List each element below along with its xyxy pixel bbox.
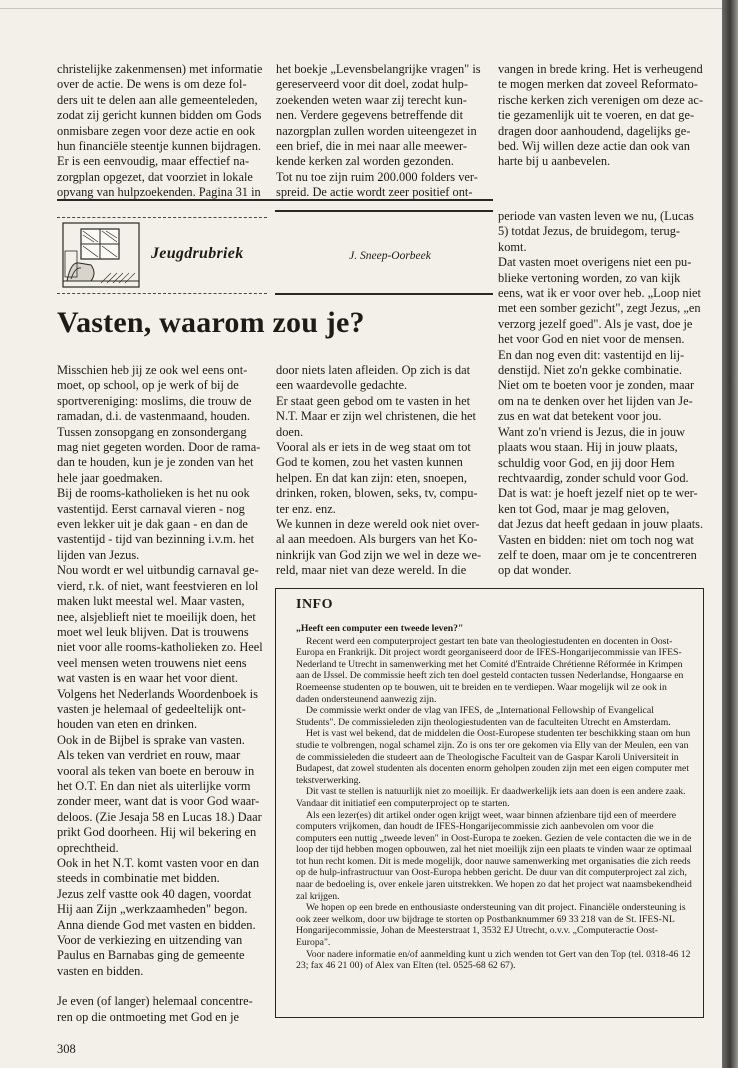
text-line: drinken, roken, blowen, seks, tv, compu-: [276, 486, 478, 501]
text-line: kende kerken zal worden gezonden.: [276, 154, 454, 169]
text-line: vierd, r.k. of niet, want feestvieren en lol: [57, 578, 259, 593]
section-divider: [57, 199, 493, 201]
text-line: Anna diende God met vasten en bidden.: [57, 917, 256, 932]
text-line: hele jaar goedmaken.: [57, 470, 163, 485]
text-line: periode van vasten leven we nu, (Lucas: [498, 209, 694, 223]
text-line: ramadan, d.i. de vastenmaand, houden.: [57, 409, 251, 424]
text-line: een waardevolle gedachte.: [276, 378, 408, 393]
text-line: Tot nu toe zijn ruim 200.000 folders ver-: [276, 169, 478, 184]
text-line: dan te houden, kun je je zonden van het: [57, 455, 254, 470]
text-line: ninkrijk van God zijn we wel in deze we-: [276, 547, 482, 562]
text-line: even lekker uit je dak gaan - en dan de: [57, 517, 248, 532]
text-line: het O.T. En dan niet als uiterlijke vorm: [57, 778, 251, 793]
text-line: vasten en bidden.: [57, 963, 144, 978]
text-line: Misschien heb jij ze ook wel eens ont-: [57, 363, 248, 377]
text-line: om na te denken over het lijden van Je-: [498, 393, 693, 408]
info-heading: INFO: [296, 597, 333, 612]
info-paragraph: Dit vast te stellen is natuurlijk niet zo moeilijk. Er daadwerkelijk iets aan doen is een andere zaak. Vandaar dit initiatief een computerproject op te starten.: [296, 786, 686, 809]
text-line: Ook in de Bijbel is sprake van vasten.: [57, 732, 245, 747]
top-column-1: [57, 62, 269, 201]
text-line: vooral als teken van boete en berouw in: [57, 763, 255, 778]
text-line: schuldig voor God, en jij door Hem: [498, 455, 675, 470]
text-line: zelf te doen, maar om je te concentreren: [498, 547, 697, 562]
info-paragraph: De commissie werkt onder de vlag van IFES, de „International Fellowship of Evangelical Students". De commissieleden zijn theologiestudenten van de faculteiten Utrecht en Amsterdam.: [296, 705, 671, 728]
text-line: Volgens het Nederlands Woordenboek is: [57, 686, 258, 701]
logo-bottom-dash: [57, 293, 267, 294]
text-line: plaats wou staan. Hij in jouw plaats,: [498, 440, 678, 455]
text-line: helpen. En dat kan zijn: eten, snoepen,: [276, 470, 467, 485]
text-line: het boekje „Levensbelangrijke vragen" is: [276, 62, 481, 76]
text-line: komt.: [498, 239, 527, 254]
text-line: rische kerken zich verenigen om deze ac-: [498, 92, 704, 107]
text-line: hun financiële steentje kunnen bijdragen.: [57, 139, 262, 154]
text-line: Tussen zonsopgang en zonsondergang: [57, 424, 247, 439]
text-line: Ook in het N.T. komt vasten voor en dan: [57, 856, 260, 870]
top-column-2: [276, 62, 490, 201]
text-line: ders uit te delen aan alle gemeenteleden,: [57, 92, 258, 107]
article-title: Vasten, waarom zou je?: [57, 306, 365, 339]
info-paragraph: Voor nadere informatie en/of aanmelding kunt u zich wenden tot Gert van den Top (tel. 0318-46 12 23; fax 46 21 00) of Alex van Elten (tel. 0525-68 62 67).: [296, 948, 691, 972]
text-line: wat vasten is en waar het voor dient.: [57, 671, 238, 686]
text-line: houden van eten en drinken.: [57, 717, 198, 732]
text-line: zus en wat dat betekent voor jou.: [498, 409, 662, 424]
text-line: Dat vasten moet overigens niet een pu-: [498, 255, 692, 270]
text-line: Jezus zelf vastte ook 40 dagen, voordat: [57, 886, 252, 901]
text-line: nen. Verdere gegevens betreffende dit: [276, 108, 464, 123]
text-line: nee, alsjeblieft niet te moeilijk doen, het: [57, 609, 256, 624]
text-line: zoekenden weten waar zij terecht kun-: [276, 92, 467, 107]
text-line: blieke vertoning worden, zo van kijk: [498, 270, 681, 285]
text-line: eens, wat ik er voor over heb. „Loop niet: [498, 286, 701, 301]
text-line: moet wel leuk blijven. Dat is trouwens: [57, 624, 249, 639]
text-line: lijden van Jezus.: [57, 547, 140, 562]
text-line: Voor de verkiezing en uitzending van: [57, 933, 243, 948]
text-line: onmisbare zegen voor deze actie en ook: [57, 123, 256, 138]
text-line: veel mensen weten trouwens niet eens: [57, 655, 247, 670]
text-line: ren op die ontmoeting met God en je: [57, 1009, 240, 1024]
text-line: Dat is wat: je hoeft jezelf niet op te wer-: [498, 486, 698, 501]
text-line: rechtvaardig, zonder schuld voor God.: [498, 470, 689, 485]
text-line: Vooral als er iets in de weg staat om tot: [276, 440, 471, 455]
text-line: zorgplan opgezet, dat voorziet in lokale: [57, 169, 253, 184]
text-line: dragen door aanhoudend, dagelijks ge-: [498, 123, 691, 138]
text-line: Nou wordt er wel uitbundig carnaval ge-: [57, 563, 259, 578]
page-number: 308: [57, 1042, 76, 1056]
text-line: vastentijd. Eerst carnaval vieren - nog: [57, 501, 245, 516]
text-line: Paulus en Barnabas ging de gemeente: [57, 948, 245, 963]
text-line: ter enz. enz.: [276, 501, 336, 516]
text-line: bed. Wij willen deze actie dan ook van: [498, 139, 690, 154]
text-line: opvang van hulpzoekenden. Pagina 31 in: [57, 185, 261, 200]
text-line: spreid. De actie wordt zeer positief ont-: [276, 185, 473, 200]
text-line: al aan meedoen. Als burgers van het Ko-: [276, 532, 478, 547]
text-line: dat Jezus dat heeft gedaan in jouw plaats.: [498, 517, 704, 532]
text-line: doen.: [276, 424, 304, 439]
text-line: door niets laten afleiden. Op zich is dat: [276, 363, 471, 377]
info-paragraph: Als een lezer(es) dit artikel onder ogen krijgt weet, waar binnen afzienbare tijd een of meerdere computers vrijkomen, dan houdt de IFES-Hongarijecommissie zich aanbevolen om voor die computers een nuttig „tweede leven" in Oost-Europa te zoeken. Gezien de vele contacten die we in de loop der tijd hebben mogen opbouwen, zal het niet moeilijk zijn een plaats te vinden waar ze optimaal tot hun recht komen. Dit is mede mogelijk, door nauwe samenwerking met organisaties die zich reeds op de hulp-infrastructuur van Oost-Europa hebben gericht. De duur van dit computerproject zal zich, naar de bedoeling is, over enkele jaren uitstrekken. We hopen zo dat het project wat naamsbekendheid zal krijgen.: [296, 809, 692, 902]
text-line: christelijke zakenmensen) met informatie: [57, 62, 263, 76]
text-line: Want zo'n vriend is Jezus, die in jouw: [498, 424, 686, 439]
text-line: God te komen, zou het vasten kunnen: [276, 455, 463, 470]
text-line: een brief, die in mei naar alle meewer-: [276, 139, 468, 154]
text-line: Hij aan Zijn „werkzaamheden" begon.: [57, 902, 248, 917]
text-line: Bij de rooms-katholieken is het nu ook: [57, 486, 250, 501]
info-box: [275, 588, 704, 1018]
text-line: Als teken van verdriet en rouw, maar: [57, 748, 241, 763]
text-line: Er is een eenvoudig, maar effectief na-: [57, 154, 250, 169]
text-line: steeds in combinatie met bidden.: [57, 871, 220, 886]
text-line: niet voor alle rooms-katholieken zo. Heel: [57, 640, 263, 655]
info-body: [296, 623, 692, 972]
text-line: oprechtheid.: [57, 840, 119, 855]
text-line: harte bij u aanbevelen.: [498, 154, 611, 169]
text-line: het voor God en niet voor de mensen.: [498, 332, 685, 347]
top-border: [0, 8, 722, 9]
text-line: Niet om te boeten voor je zonden, maar: [498, 378, 695, 393]
text-line: vastentijd - tijd van bezinning i.v.m. het: [57, 532, 255, 547]
text-line: over de actie. De wens is om deze fol-: [57, 77, 247, 92]
text-line: vangen in brede kring. Het is verheugend: [498, 62, 703, 76]
text-line: met een somber gezicht", zegt Jezus, „en: [498, 301, 701, 316]
text-line: vasten je helemaal of gedeeltelijk ont-: [57, 701, 246, 716]
author-rule-bottom: [275, 293, 493, 295]
rubric-label: Jeugdrubriek: [151, 245, 244, 262]
text-line: ken tot God, maar je mag geloven,: [498, 501, 670, 516]
text-line: zonder meer, want dat is voor God waar-: [57, 794, 260, 809]
info-paragraph: We hopen op een brede en enthousiaste ondersteuning van dit project. Financiële ondersteuning is ook zeer welkom, door uw bijdrage te storten op Postbanknummer 69 33 218 van de St. IFES-NL Hongarijecommissie, Johan de Meesterstraat 1, 3532 EJ Utrecht, o.v.v. „Computeractie Oost-Europa".: [296, 902, 686, 949]
jeugdrubriek-logo: [57, 217, 267, 293]
text-line: tie gezamenlijk uit te voeren, en dat ge-: [498, 108, 695, 123]
article-column-1: [57, 363, 271, 1025]
text-line: mag niet gegeten worden. Door de rama-: [57, 440, 261, 455]
text-line: op dat wonder.: [498, 563, 572, 578]
text-line: nazorgplan zullen worden uiteengezet in: [276, 123, 477, 138]
text-line: verzorg jezelf goed". Als je vast, doe je: [498, 316, 693, 331]
text-line: maken lukt meestal wel. Maar vasten,: [57, 594, 245, 609]
text-line: Er staat geen gebod om te vasten in het: [276, 393, 471, 408]
info-subtitle: „Heeft een computer een tweede leven?": [296, 623, 464, 634]
article-author: J. Sneep-Oorbeek: [349, 250, 431, 262]
text-line: N.T. Maar er zijn wel christenen, die het: [276, 409, 477, 424]
text-line: prikt God doorheen. Hij wil bekering en: [57, 825, 257, 840]
text-line: reld, maar niet van deze wereld. In die: [276, 563, 467, 578]
text-line: zodat zij gericht kunnen bidden om Gods: [57, 108, 262, 123]
text-line: Vasten en bidden: niet om toch nog wat: [498, 532, 694, 547]
text-line: En dan nog even dit: vastentijd en lij-: [498, 347, 685, 362]
text-line: 5) totdat Jezus, de bruidegom, terug-: [498, 224, 681, 239]
text-line: We kunnen in deze wereld ook niet over-: [276, 517, 480, 532]
logo-top-dash: [57, 217, 267, 218]
text-line: gereserveerd voor dit doel, zodat hulp-: [276, 77, 468, 92]
article-column-3: [498, 209, 713, 579]
info-paragraph: Recent werd een computerproject gestart ten bate van theologiestudenten en docenten in Oost-Europa en Frankrijk. Dit project wordt georganiseerd door de IFES-Hongarijecommissie van IFES-Nederland te Utrecht in samenwerking met het Comité d'Entraide Chrétienne Réformée in Krimpen aan de IJssel. De commissie heeft zich ten doel gesteld contacten tussen Nederlandse, Hongaarse en Roemeense studenten op te bouwen, uit te breiden en te verdiepen. Waar mogelijk wil ze ook in daden ondersteunend aanwezig zijn.: [296, 635, 684, 705]
text-line: moet, op school, op je werk of bij de: [57, 378, 239, 393]
author-rule-top: [275, 210, 493, 212]
text-line: te mogen merken dat zoveel Reformato-: [498, 77, 698, 92]
window-room-illustration-icon: [61, 221, 141, 289]
text-line: deloos. (Zie Jesaja 58 en Lucas 18.) Daar: [57, 809, 262, 824]
page-edge: [722, 0, 738, 1068]
text-line: denstijd. Niet zo'n gekke combinatie.: [498, 363, 682, 378]
text-line: Je even (of langer) helemaal concentre-: [57, 994, 253, 1009]
article-column-2: [276, 363, 490, 579]
text-line: sportvereniging: moslims, die trouw de: [57, 393, 252, 408]
info-paragraph: Het is vast wel bekend, dat de middelen die Oost-Europese studenten ter beschikking staan om hun studie te volbrengen, nogal schamel zijn. Zo is ons ter ore gekomen via Elly van der Meulen, een van de commissieleden die studeert aan de Theologische Faculteit van de Gaspar Karoli Universiteit in Budapest, dat zowel studenten als docenten enorm geholpen zouden zijn met een eigen computer met tekstverwerking.: [296, 728, 691, 786]
top-column-3: [498, 62, 713, 170]
